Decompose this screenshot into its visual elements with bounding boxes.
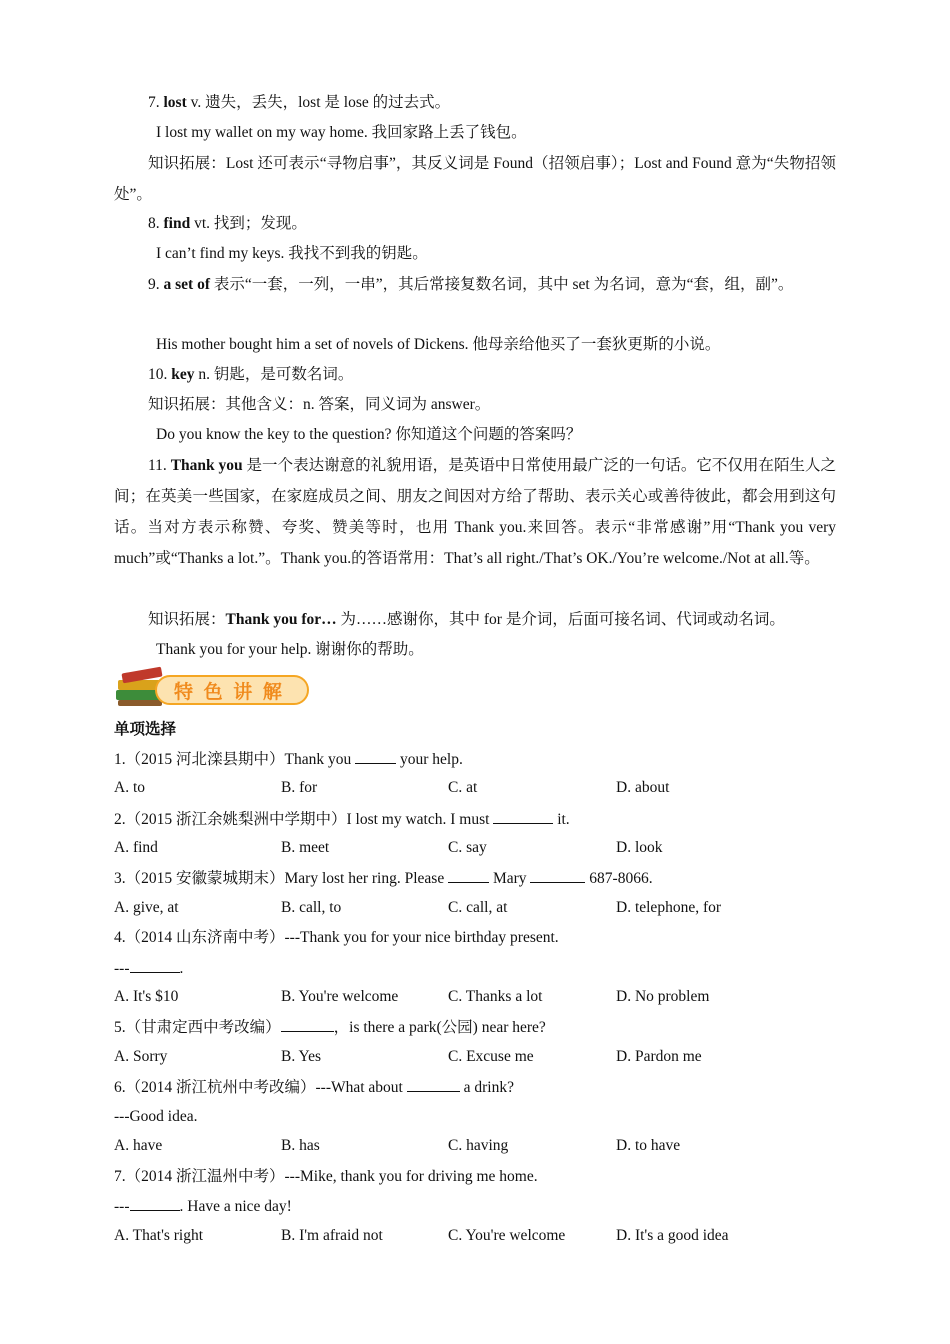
- question-4: 4.（2014 山东济南中考）---Thank you for your nice birthday present.: [114, 929, 559, 946]
- question-1: 1.（2015 河北滦县期中）Thank you your help.: [114, 751, 463, 768]
- option-b: B. for: [281, 779, 318, 796]
- option-a: A. to: [114, 779, 145, 796]
- banner-title: 特 色 讲 解: [174, 681, 284, 703]
- option-d: D. look: [616, 839, 663, 856]
- vocab-7-extension: 知识拓展：Lost 还可表示“寻物启事”，其反义词是 Found（招领启事）；Lost and Found 意为“失物招领处”。: [114, 155, 836, 203]
- vocab-8-example: I can’t find my keys. 我找不到我的钥匙。: [156, 245, 428, 262]
- answer-blank: [530, 868, 585, 883]
- question-7: 7.（2014 浙江温州中考）---Mike, thank you for driving me home.: [114, 1168, 538, 1185]
- vocab-10: 10. key n. 钥匙，是可数名词。: [148, 366, 354, 383]
- option-d: D. It's a good idea: [616, 1227, 729, 1244]
- option-c: C. You're welcome: [448, 1227, 566, 1244]
- option-a: A. It's $10: [114, 988, 179, 1005]
- vocab-11-extension: 知识拓展：Thank you for… 为……感谢你，其中 for 是介词，后面可接名词、代词或动名词。: [148, 611, 785, 628]
- option-a: A. find: [114, 839, 158, 856]
- option-b: B. call, to: [281, 899, 342, 916]
- option-b: B. You're welcome: [281, 988, 399, 1005]
- answer-blank: [130, 958, 180, 973]
- option-a: A. That's right: [114, 1227, 204, 1244]
- question-6-reply: ---Good idea.: [114, 1108, 198, 1125]
- vocab-word: a set of: [163, 276, 210, 293]
- vocab-word: find: [163, 215, 191, 232]
- vocab-7: 7. lost v. 遗失，丢失，lost 是 lose 的过去式。: [148, 94, 451, 111]
- option-d: D. telephone, for: [616, 899, 722, 916]
- vocab-9-example: His mother bought him a set of novels of Dickens. 他母亲给他买了一套狄更斯的小说。: [156, 336, 721, 353]
- section-title: 单项选择: [114, 721, 177, 738]
- option-c: C. at: [448, 779, 478, 796]
- answer-blank: [355, 749, 396, 764]
- vocab-10-extension: 知识拓展：其他含义：n. 答案，同义词为 answer。: [148, 396, 491, 413]
- question-5: 5.（甘肃定西中考改编） ，is there a park(公园) near here?: [114, 1019, 546, 1036]
- vocab-7-example: I lost my wallet on my way home. 我回家路上丢了钱包。: [156, 124, 527, 141]
- vocab-word: lost: [163, 94, 187, 111]
- option-b: B. Yes: [281, 1048, 322, 1065]
- option-a: A. have: [114, 1137, 163, 1154]
- vocab-word: key: [171, 366, 195, 383]
- option-c: C. say: [448, 839, 487, 856]
- vocab-11-example: Thank you for your help. 谢谢你的帮助。: [156, 641, 424, 658]
- question-6: 6.（2014 浙江杭州中考改编）---What about a drink?: [114, 1079, 514, 1096]
- answer-blank: [130, 1196, 180, 1211]
- option-c: C. call, at: [448, 899, 508, 916]
- vocab-11: 11. Thank you 是一个表达谢意的礼貌用语，是英语中日常使用最广泛的一句话。它不仅用在陌生人之间；在英美一些国家，在家庭成员之间、朋友之间因对方给了帮助、表示关心或善待彼此，都会用到这句话。当对方表示称赞、夸奖、赞美等时，也用 Thank you.来回答。表示“非常感谢”用“Thank you very much”或“Thanks a lot.”。Thank you.的答语常用：That’s all right./That’s OK./You’re welcome./Not at all.等。: [114, 457, 836, 567]
- vocab-word: Thank you: [170, 457, 243, 474]
- answer-blank: [407, 1077, 460, 1092]
- option-b: B. has: [281, 1137, 320, 1154]
- option-d: D. to have: [616, 1137, 681, 1154]
- vocab-8: 8. find vt. 找到；发现。: [148, 215, 307, 232]
- option-b: B. I'm afraid not: [281, 1227, 383, 1244]
- answer-blank: [448, 868, 489, 883]
- option-d: D. Pardon me: [616, 1048, 702, 1065]
- option-c: C. having: [448, 1137, 509, 1154]
- question-2: 2.（2015 浙江余姚梨洲中学期中）I lost my watch. I must it.: [114, 811, 570, 828]
- answer-blank: [281, 1017, 334, 1032]
- option-c: C. Excuse me: [448, 1048, 534, 1065]
- option-b: B. meet: [281, 839, 330, 856]
- option-a: A. Sorry: [114, 1048, 168, 1065]
- option-d: D. No problem: [616, 988, 710, 1005]
- question-3: 3.（2015 安徽蒙城期末）Mary lost her ring. Please Mary 687-8066.: [114, 870, 653, 887]
- question-7-reply: --- . Have a nice day!: [114, 1198, 292, 1215]
- option-d: D. about: [616, 779, 670, 796]
- vocab-10-example: Do you know the key to the question? 你知道这个问题的答案吗？: [156, 426, 582, 443]
- question-4-reply: --- .: [114, 960, 184, 977]
- section-banner: [114, 664, 310, 710]
- answer-blank: [493, 809, 553, 824]
- option-c: C. Thanks a lot: [448, 988, 543, 1005]
- vocab-9: 9. a set of 表示“一套，一列，一串”，其后常接复数名词，其中 set 为名词，意为“套，组，副”。: [148, 276, 794, 293]
- option-a: A. give, at: [114, 899, 179, 916]
